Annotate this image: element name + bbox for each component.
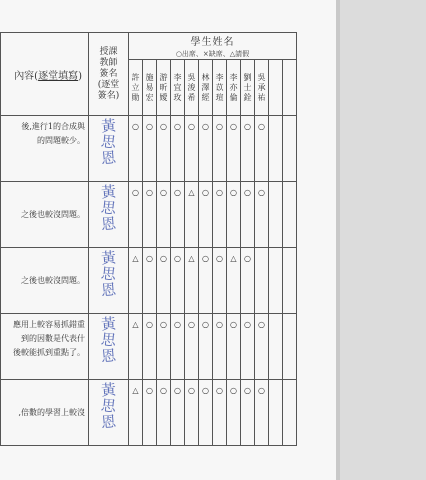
teacher-signature	[89, 116, 129, 182]
content-column-header	[1, 33, 89, 116]
student-name-char: 澤	[201, 82, 210, 92]
attendance-mark: ○	[171, 314, 185, 380]
attendance-legend: ○出席、×缺席、△請假	[175, 50, 250, 58]
student-name-char: 宏	[145, 92, 154, 102]
attendance-mark: ○	[185, 116, 199, 182]
attendance-mark: ○	[143, 248, 157, 314]
student-name-char: 施	[145, 72, 154, 82]
student-name-char: 祐	[257, 92, 266, 102]
student-name	[171, 60, 185, 116]
student-name	[241, 60, 255, 116]
empty-mark-cell	[283, 182, 297, 248]
attendance-mark: ○	[171, 380, 185, 446]
signature-char: 思	[100, 396, 117, 416]
empty-student-slot	[269, 60, 283, 116]
student-names-title: 學生姓名	[190, 37, 235, 48]
attendance-mark: ○	[213, 116, 227, 182]
lesson-row	[1, 116, 297, 182]
student-name	[255, 60, 269, 116]
attendance-mark: ○	[227, 380, 241, 446]
attendance-mark: ○	[157, 248, 171, 314]
attendance-mark: ○	[143, 314, 157, 380]
teacher-signature	[89, 314, 129, 380]
attendance-mark: △	[129, 248, 143, 314]
content-header-underlined: 逐堂填寫	[38, 70, 79, 82]
lesson-content	[1, 380, 89, 446]
lesson-content-line: 之後也較沒問題。	[21, 275, 85, 285]
signature-char: 思	[100, 198, 117, 218]
attendance-mark: ○	[143, 380, 157, 446]
attendance-mark: ○	[199, 380, 213, 446]
attendance-mark: ○	[213, 314, 227, 380]
attendance-mark: ○	[129, 182, 143, 248]
teacher-header-line: 教師	[99, 57, 118, 68]
attendance-mark: ○	[213, 248, 227, 314]
attendance-mark: ○	[171, 116, 185, 182]
attendance-mark: ○	[157, 314, 171, 380]
attendance-mark: ○	[255, 116, 269, 182]
attendance-mark: △	[185, 248, 199, 314]
signature-char: 恩	[100, 346, 117, 366]
attendance-mark: ○	[199, 314, 213, 380]
lesson-content-line: 到的因數是代表什	[21, 334, 85, 343]
attendance-mark: ○	[199, 116, 213, 182]
lesson-content	[1, 314, 89, 380]
teacher-header-line: 授課	[99, 46, 118, 57]
student-name-char: 宜	[173, 82, 182, 92]
attendance-mark: △	[185, 182, 199, 248]
student-name-char: 立	[131, 82, 140, 92]
student-name-char: 李	[173, 72, 182, 82]
attendance-mark: ○	[255, 380, 269, 446]
lesson-row	[1, 380, 297, 446]
signature-char: 黃	[100, 380, 117, 400]
attendance-mark: ○	[241, 380, 255, 446]
student-name-char: 昕	[159, 82, 168, 92]
attendance-mark: ○	[143, 116, 157, 182]
student-name-char: 亦	[229, 82, 238, 92]
student-name-char: 游	[159, 72, 168, 82]
lesson-row	[1, 182, 297, 248]
attendance-mark: ○	[185, 380, 199, 446]
student-name	[157, 60, 171, 116]
empty-mark-cell	[269, 182, 283, 248]
student-name-char: 李	[215, 72, 224, 82]
empty-student-slot	[283, 60, 297, 116]
attendance-mark: ○	[171, 182, 185, 248]
attendance-mark: △	[129, 314, 143, 380]
lesson-content-line: 應用上較容易抓錯重	[13, 320, 85, 329]
attendance-mark: ○	[171, 248, 185, 314]
attendance-mark: ○	[213, 182, 227, 248]
attendance-mark: ○	[157, 380, 171, 446]
student-name-char: 許	[131, 72, 140, 82]
lesson-content-line: ,倍數的學習上較沒	[18, 407, 85, 417]
attendance-mark: ○	[199, 248, 213, 314]
signature-char: 恩	[100, 214, 117, 234]
attendance-mark: ○	[227, 314, 241, 380]
student-name-char: 勛	[131, 92, 140, 102]
student-name-char: 苡	[215, 82, 224, 92]
lesson-content-line: 後較能抓到重點了。	[13, 348, 85, 357]
student-name-char: 承	[257, 82, 266, 92]
lesson-row	[1, 248, 297, 314]
signature-char: 恩	[100, 412, 117, 432]
student-name	[227, 60, 241, 116]
student-name-char: 嬡	[159, 92, 168, 102]
attendance-mark: △	[129, 380, 143, 446]
lesson-content	[1, 248, 89, 314]
student-name-char: 易	[145, 82, 154, 92]
attendance-mark: ○	[199, 182, 213, 248]
teacher-signature	[89, 380, 129, 446]
signature-char: 思	[100, 132, 117, 152]
student-name-char: 經	[201, 92, 210, 102]
signature-char: 黃	[100, 314, 117, 334]
attendance-mark: ○	[227, 182, 241, 248]
student-name-char: 吳	[257, 72, 266, 82]
attendance-table-area	[0, 32, 320, 464]
student-name	[199, 60, 213, 116]
attendance-mark: ○	[129, 116, 143, 182]
empty-mark-cell	[283, 380, 297, 446]
signature-char: 黃	[100, 248, 117, 268]
teacher-signature	[89, 248, 129, 314]
student-name	[143, 60, 157, 116]
student-name-char: 劉	[243, 72, 252, 82]
student-name-char: 士	[243, 82, 252, 92]
empty-mark-cell	[269, 248, 283, 314]
student-name-char: 希	[187, 92, 196, 102]
empty-mark-cell	[283, 248, 297, 314]
student-name-char: 李	[229, 72, 238, 82]
lesson-content	[1, 182, 89, 248]
attendance-mark: ○	[241, 182, 255, 248]
attendance-mark: ○	[157, 182, 171, 248]
student-names-header	[129, 33, 297, 60]
content-header-end: )	[78, 70, 82, 82]
attendance-mark: ○	[185, 314, 199, 380]
attendance-mark: ○	[213, 380, 227, 446]
student-name-char: 玫	[173, 92, 182, 102]
attendance-mark: ○	[227, 116, 241, 182]
student-name	[213, 60, 227, 116]
empty-mark-cell	[283, 314, 297, 380]
student-name-char: 倫	[229, 92, 238, 102]
lesson-row	[1, 314, 297, 380]
student-name-char: 浚	[187, 82, 196, 92]
attendance-mark: ○	[241, 116, 255, 182]
signature-char: 恩	[100, 148, 117, 168]
attendance-mark: ○	[143, 182, 157, 248]
empty-mark-cell	[283, 116, 297, 182]
attendance-mark: ○	[241, 248, 255, 314]
student-name-char: 瑄	[215, 92, 224, 102]
attendance-mark: △	[227, 248, 241, 314]
teacher-header-line: 簽名)	[97, 90, 120, 101]
signature-char: 思	[100, 330, 117, 350]
student-name-char: 吳	[187, 72, 196, 82]
teacher-signature-header	[89, 33, 129, 116]
empty-mark-cell	[269, 380, 283, 446]
attendance-table	[0, 32, 297, 446]
signature-char: 思	[100, 264, 117, 284]
attendance-mark: ○	[241, 314, 255, 380]
student-name	[129, 60, 143, 116]
content-header-text: 內容(	[14, 70, 39, 82]
teacher-header-line: 簽名	[99, 68, 118, 79]
student-name-char: 銓	[243, 92, 252, 102]
signature-char: 黃	[100, 182, 117, 202]
teacher-signature	[89, 182, 129, 248]
attendance-mark: ○	[157, 116, 171, 182]
student-name-char: 林	[201, 72, 210, 82]
attendance-mark: ○	[255, 182, 269, 248]
empty-mark-cell	[269, 116, 283, 182]
signature-char: 黃	[100, 116, 117, 136]
attendance-mark: ○	[255, 314, 269, 380]
lesson-content-line: 之後也較沒問題。	[21, 209, 85, 219]
lesson-content-line: 後,進行1的合成與	[21, 122, 85, 131]
empty-mark-cell	[269, 314, 283, 380]
attendance-mark	[255, 248, 269, 314]
page-edge-shadow	[336, 0, 340, 480]
teacher-header-line: (逐堂	[97, 79, 120, 90]
lesson-content-line: 的問題較少。	[37, 136, 85, 145]
lesson-content	[1, 116, 89, 182]
signature-char: 恩	[100, 280, 117, 300]
student-name	[185, 60, 199, 116]
